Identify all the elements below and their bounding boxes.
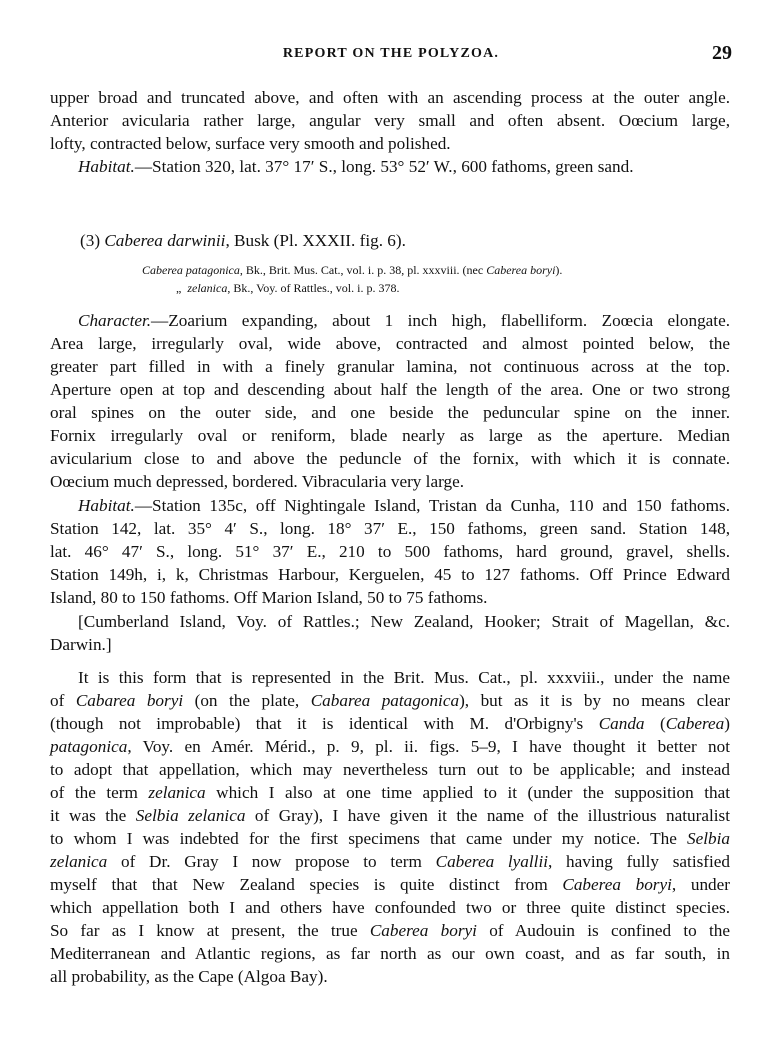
discussion-line-13: Mediterranean and Atlantic regions, as far north as our own coast, and as far south, in bbox=[50, 944, 730, 963]
discussion-line-8 bbox=[50, 828, 730, 850]
character-line-7: avicularium close to and above the peduncle of the fornix, with which it is connate. bbox=[50, 449, 730, 468]
habitat2-label: Habitat. bbox=[78, 496, 135, 515]
synonym-1-name: Caberea patagonica bbox=[142, 263, 240, 277]
character-line-6: Fornix irregularly oval or reniform, blade nearly as large as the aperture. Median bbox=[50, 426, 730, 445]
character-line-1 bbox=[78, 310, 730, 332]
d8b: Selbia bbox=[687, 829, 730, 848]
habitat2-text-1: —Station 135c, off Nightingale Island, Tristan da Cunha, 110 and 150 fathoms. bbox=[134, 496, 730, 515]
discussion-line-11: which appellation both I and others have confounded two or three quite distinct species. bbox=[50, 898, 730, 917]
habitat-line-3: lat. 46° 47′ S., long. 51° 37′ E., 210 to 500 fathoms, hard ground, gravel, shells. bbox=[50, 542, 730, 561]
d6a: of the term bbox=[50, 783, 149, 802]
intro-line-2: Anterior avicularia rather large, angular very small and often absent. Oœcium large, bbox=[50, 111, 730, 130]
habitat-line-4: Station 149h, i, k, Christmas Harbour, Kerguelen, 45 to 127 fathoms. Off Prince Edward bbox=[50, 565, 730, 584]
habitat-line-2: Station 142, lat. 35° 4′ S., long. 18° 37′ E., 150 fathoms, green sand. Station 148, bbox=[50, 519, 730, 538]
d12c: of Audouin is confined to the bbox=[476, 921, 730, 940]
distribution-line-2: Darwin.] bbox=[50, 635, 112, 654]
discussion-line-3 bbox=[50, 713, 730, 735]
synonym-1-name2: Caberea boryi bbox=[486, 263, 556, 277]
d4a: patagonica bbox=[50, 737, 128, 756]
species-name: Caberea darwinii bbox=[104, 231, 226, 250]
d9c: Caberea lyallii bbox=[435, 852, 548, 871]
discussion-line-14: all probability, as the Cape (Algoa Bay). bbox=[50, 967, 328, 986]
d2e: ), but as it is by no means clear bbox=[459, 691, 730, 710]
discussion-line-10 bbox=[50, 874, 730, 896]
synonym-1-text: , Bk., Brit. Mus. Cat., vol. i. p. 38, pl. xxxviii. (nec bbox=[239, 263, 487, 277]
d3d: Caberea bbox=[665, 714, 725, 733]
d2b: Cabarea boryi bbox=[75, 691, 184, 710]
ditto-mark: „ bbox=[176, 281, 182, 295]
d10b: Caberea boryi bbox=[562, 875, 672, 894]
species-number: (3) bbox=[80, 231, 101, 250]
discussion-line-12 bbox=[50, 920, 730, 942]
character-line-5: oral spines on the outer side, and one beside the peduncular spine on the inner. bbox=[50, 403, 730, 422]
intro-line-1: upper broad and truncated above, and often with an ascending process at the outer angle. bbox=[50, 88, 730, 107]
d6c: which I also at one time applied to it (under the supposition that bbox=[205, 783, 730, 802]
discussion-line-9 bbox=[50, 851, 730, 873]
d9a: zelanica bbox=[50, 852, 108, 871]
distribution-line-1: [Cumberland Island, Voy. of Rattles.; New Zealand, Hooker; Strait of Magellan, &c. bbox=[78, 612, 730, 631]
d2c: (on the plate, bbox=[183, 691, 311, 710]
synonym-2-text: , Bk., Voy. of Rattles., vol. i. p. 378. bbox=[227, 281, 400, 295]
character-line-8: Oœcium much depressed, bordered. Vibracularia very large. bbox=[50, 472, 465, 491]
intro-habitat bbox=[78, 156, 728, 178]
d2d: Cabarea patagonica bbox=[310, 691, 460, 710]
d3a: (though not improbable) that it is identical with M. d'Orbigny's bbox=[50, 714, 599, 733]
species-heading bbox=[80, 230, 680, 252]
discussion-line-2 bbox=[50, 690, 730, 712]
habitat-text: —Station 320, lat. 37° 17′ S., long. 53° 52′ W., 600 fathoms, green sand. bbox=[134, 157, 634, 176]
running-head: REPORT ON THE POLYZOA. bbox=[282, 46, 500, 61]
habitat-line-1 bbox=[78, 495, 730, 517]
habitat-label: Habitat. bbox=[78, 157, 135, 176]
d12b: Caberea boryi bbox=[369, 921, 477, 940]
d8a: to whom I was indebted for the first specimens that came under my notice. The bbox=[50, 829, 688, 848]
d3b: Canda bbox=[598, 714, 645, 733]
character-line-3: greater part filled in with a finely granular lamina, not continuous across at the top. bbox=[50, 357, 730, 376]
intro-line-3: lofty, contracted below, surface very smooth and polished. bbox=[50, 134, 451, 153]
discussion-line-5: to adopt that appellation, which may nevertheless turn out to be applicable; and instead bbox=[50, 760, 730, 779]
d7c: of Gray), I have given it the name of the illustrious naturalist bbox=[245, 806, 730, 825]
species-authority: , Busk (Pl. XXXII. fig. 6). bbox=[225, 231, 406, 250]
d12a: So far as I know at present, the true bbox=[50, 921, 370, 940]
d2a: of bbox=[50, 691, 76, 710]
d9b: of Dr. Gray I now propose to term bbox=[107, 852, 436, 871]
discussion-line-7 bbox=[50, 805, 730, 827]
d10a: myself that that New Zealand species is quite distinct from bbox=[50, 875, 563, 894]
discussion-line-1: It is this form that is represented in the Brit. Mus. Cat., pl. xxxviii., under the name bbox=[78, 668, 730, 687]
character-text-1: —Zoarium expanding, about 1 inch high, flabelliform. Zoœcia elongate. bbox=[151, 311, 730, 330]
d9d: , having fully satisfied bbox=[548, 852, 731, 871]
discussion-line-4 bbox=[50, 736, 730, 758]
synonym-1 bbox=[142, 262, 702, 278]
character-line-2: Area large, irregularly oval, wide above, contracted and almost pointed below, the bbox=[50, 334, 730, 353]
discussion-line-6 bbox=[50, 782, 730, 804]
d6b: zelanica bbox=[148, 783, 206, 802]
synonym-1-end: ). bbox=[555, 263, 563, 277]
d7b: Selbia zelanica bbox=[135, 806, 246, 825]
d7a: it was the bbox=[50, 806, 136, 825]
habitat-line-5: Island, 80 to 150 fathoms. Off Marion Island, 50 to 75 fathoms. bbox=[50, 588, 488, 607]
page-header bbox=[50, 42, 732, 68]
page-number: 29 bbox=[712, 42, 732, 64]
d3e: ) bbox=[724, 714, 730, 733]
d10c: , under bbox=[671, 875, 730, 894]
synonym-2-name: zelanica bbox=[187, 281, 228, 295]
d3c: ( bbox=[644, 714, 666, 733]
character-label: Character. bbox=[78, 311, 152, 330]
character-line-4: Aperture open at top and descending about half the length of the area. One or two strong bbox=[50, 380, 730, 399]
synonym-2 bbox=[176, 280, 696, 296]
d4b: , Voy. en Amér. Mérid., p. 9, pl. ii. figs. 5–9, I have thought it better not bbox=[127, 737, 730, 756]
